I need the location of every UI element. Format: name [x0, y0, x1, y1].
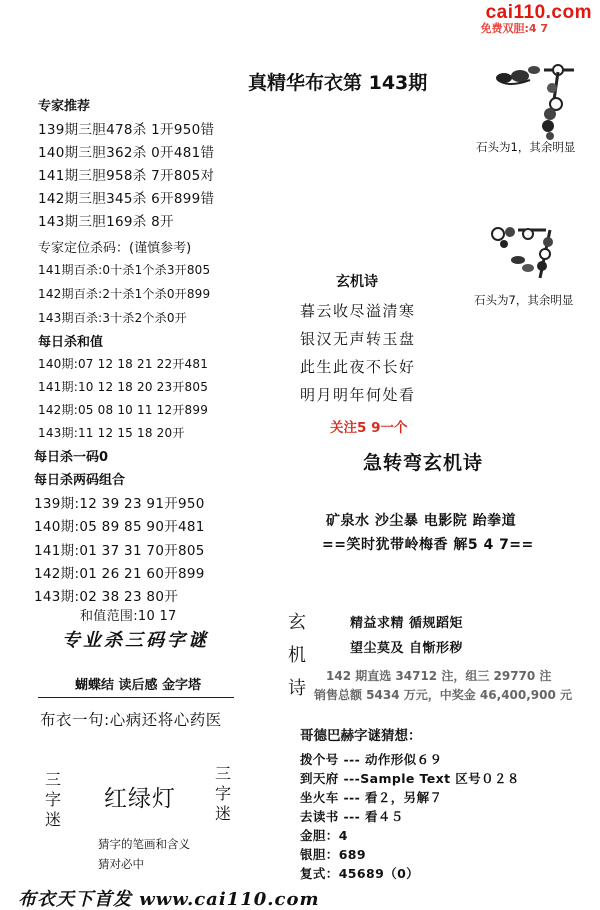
page-title: 真精华布衣第 143期 — [248, 72, 428, 94]
free-pick-tag: 免费双胆:4 7 — [480, 22, 548, 35]
stone-abacus-1-icon — [494, 58, 594, 140]
position-kill-row: 143期百杀:3十杀2个杀0开 — [38, 311, 187, 325]
expert-row: 141期三胆958杀 7开805对 — [38, 168, 215, 184]
xjs-char: 机 — [288, 645, 306, 666]
poem-line: 银汉无声转玉盘 — [300, 330, 416, 348]
stone-abacus-7-icon — [488, 220, 570, 282]
expert-row: 140期三胆362杀 0开481错 — [38, 145, 215, 161]
xjs-char: 诗 — [288, 678, 306, 699]
riddle-title: 哥德巴赫字谜猜想： — [300, 728, 422, 744]
stone-caption-1: 石头为1，其余明显 — [476, 140, 576, 154]
footer-banner: 布衣天下首发 www.cai110.com — [18, 889, 320, 910]
stone-caption-2: 石头为7，其余明显 — [474, 293, 574, 307]
hint-words: 蝴蝶结 读后感 金字塔 — [75, 678, 202, 693]
expert-row: 139期三胆478杀 1开950错 — [38, 122, 215, 138]
poem-line: 暮云收尽溢清寒 — [300, 302, 416, 320]
site-logo: cai110.com — [485, 2, 592, 23]
two-code-row: 139期:12 39 23 91开950 — [34, 496, 205, 512]
poem-line: 此生此夜不长好 — [300, 358, 416, 376]
traffic-light-riddle: 红绿灯 — [104, 786, 176, 812]
riddle-row: 到天府 ---Sample Text 区号０２８ — [300, 771, 520, 786]
daily-sum-row: 143期:11 12 15 18 20开 — [38, 426, 185, 440]
two-code-heading: 每日杀两码组合 — [34, 473, 126, 488]
riddle-row: 银胆：689 — [300, 847, 366, 862]
divider — [38, 697, 234, 698]
sales-line-1: 142 期直选 34712 注，组三 29770 注 — [326, 669, 552, 683]
xjs-line: 精益求精 循规蹈矩 — [350, 616, 464, 631]
riddle-row: 复式：45689（0） — [300, 866, 420, 881]
expert-row: 142期三胆345杀 6开899错 — [38, 191, 215, 207]
two-code-row: 143期:02 38 23 80开 — [34, 589, 179, 605]
riddle-row: 拨个号 --- 动作形似６９ — [300, 752, 443, 767]
daily-sum-row: 142期:05 08 10 11 12开899 — [38, 403, 209, 417]
sales-line-2: 销售总额 5434 万元，中奖金 46,400,900 元 — [314, 688, 573, 702]
guess-promise: 猜对必中 — [98, 857, 144, 871]
daily-sum-row: 141期:10 12 18 20 23开805 — [38, 380, 209, 394]
xjs-line: 望尘莫及 自惭形秽 — [350, 641, 464, 656]
poem-title: 玄机诗 — [336, 274, 378, 290]
position-kill-row: 141期百杀:0十杀1个杀3开805 — [38, 263, 211, 277]
poem-line: 明月明年何处看 — [300, 386, 416, 404]
two-code-row: 142期:01 26 21 60开899 — [34, 566, 205, 582]
three-char-riddle-left: 三字迷 — [44, 770, 61, 829]
buyi-sentence: 布衣一句:心病还将心药医 — [40, 711, 222, 729]
focus-note: 关注5 9一个 — [330, 420, 408, 436]
xjs-char: 玄 — [288, 612, 306, 633]
sum-range: 和值范围:10 17 — [80, 609, 177, 624]
expert-row: 143期三胆169杀 8开 — [38, 214, 174, 230]
riddle-row: 金胆：4 — [300, 828, 348, 843]
expert-heading: 专家推荐 — [38, 99, 91, 114]
two-code-row: 140期:05 89 85 90开481 — [34, 519, 205, 535]
three-char-riddle-right: 三字迷 — [214, 764, 231, 823]
position-kill-row: 142期百杀:2十杀1个杀0开899 — [38, 287, 211, 301]
riddle-poem-title: 急转弯玄机诗 — [363, 452, 484, 474]
riddle-answer-line: ==笑时犹带岭梅香 解5 4 7== — [322, 537, 534, 553]
riddle-row: 坐火车 --- 看２，另解７ — [300, 790, 443, 805]
pro-kill-title: 专业杀三码字谜 — [62, 630, 209, 651]
daily-one-kill: 每日杀一码0 — [34, 450, 109, 465]
riddle-row: 去读书 --- 看４５ — [300, 809, 404, 824]
daily-sum-heading: 每日杀和值 — [38, 335, 104, 350]
two-code-row: 141期:01 37 31 70开805 — [34, 543, 205, 559]
guess-hint: 猜字的笔画和含义 — [98, 837, 190, 851]
riddle-words: 矿泉水 沙尘暴 电影院 跆拳道 — [326, 513, 517, 529]
daily-sum-row: 140期:07 12 18 21 22开481 — [38, 357, 209, 371]
position-kill-heading: 专家定位杀码：(谨慎参考) — [38, 241, 192, 256]
